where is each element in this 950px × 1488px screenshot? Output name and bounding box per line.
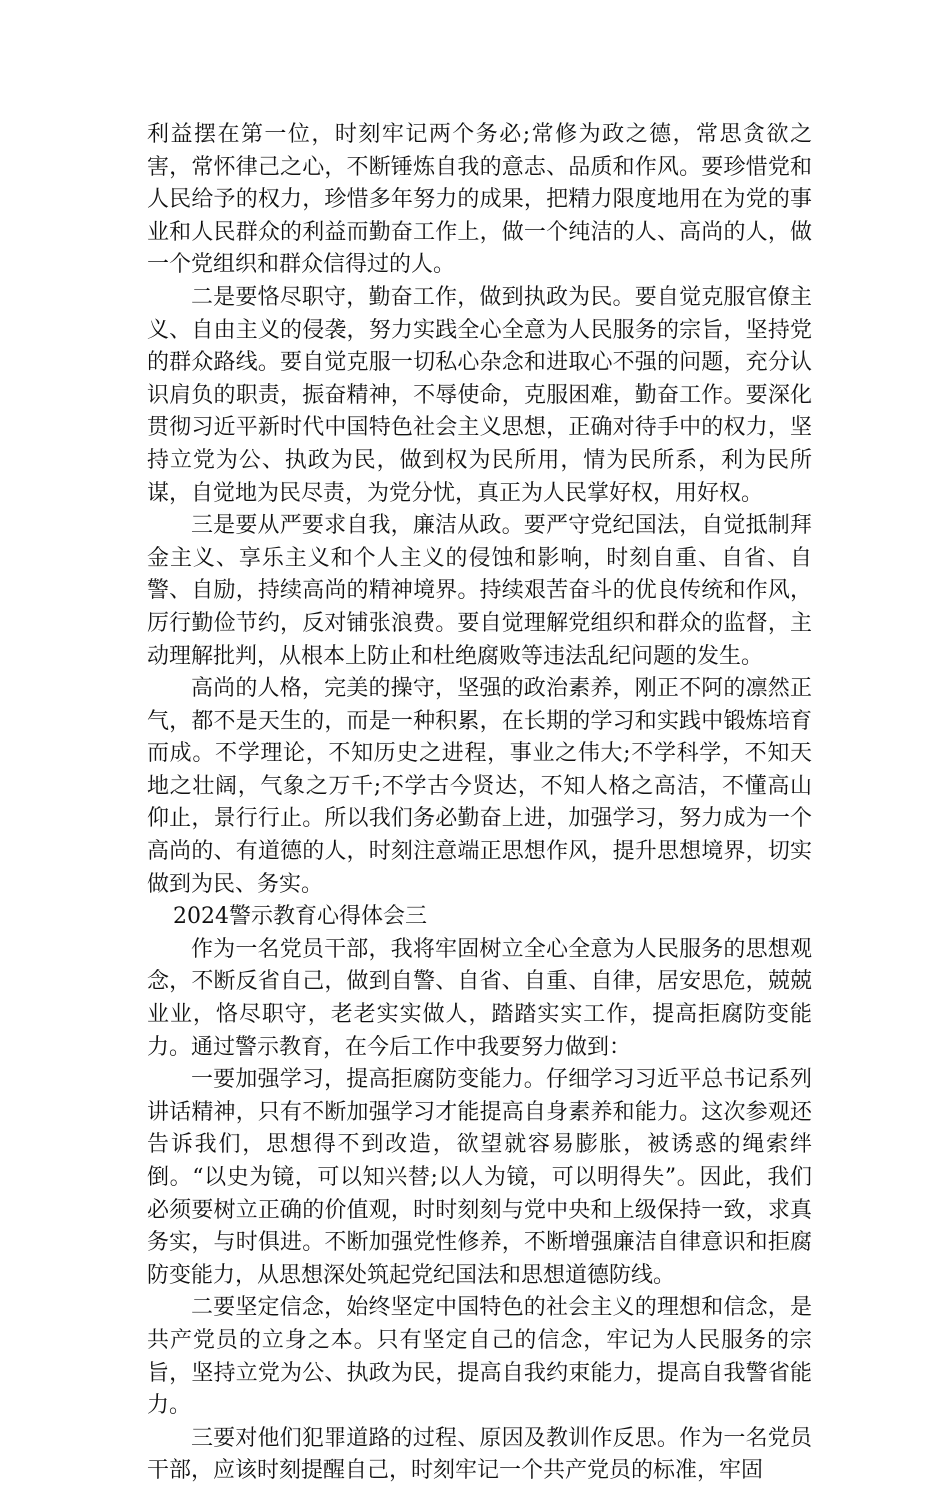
paragraph-strict-self-discipline: 三是要从严要求自我，廉洁从政。要严守党纪国法，自觉抵制拜金主义、享乐主义和个人主义的侵蚀和影响，时刻自重、自省、自警、自励，持续高尚的精神境界。持续艰苦奋斗的优良传统和作风，厉行勤俭节约，反对铺张浪费。要自觉理解党组织和群众的监督，主动理解批判，从根本上防止和杜绝腐败等违法乱纪问题的发生。 bbox=[147, 513, 812, 669]
paragraph-party-cadre: 作为一名党员干部，我将牢固树立全心全意为人民服务的思想观念，不断反省自己，做到自警、自省、自重、自律，居安思危，兢兢业业，恪尽职守，老老实实做人，踏踏实实工作，提高拒腐防变能力。通过警示教育，在今后工作中我要努力做到： bbox=[147, 936, 812, 1060]
paragraph-diligent-work: 二是要恪尽职守，勤奋工作，做到执政为民。要自觉克服官僚主义、自由主义的侵袭，努力实践全心全意为人民服务的宗旨，坚持党的群众路线。要自觉克服一切私心杂念和进取心不强的问题，充分认识肩负的职责，振奋精神，不辱使命，克服困难，勤奋工作。要深化贯彻习近平新时代中国特色社会主义思想，正确对待手中的权力，坚持立党为公、执政为民，做到权为民所用，情为民所系，利为民所谋，自觉地为民尽责，为党分忧，真正为人民掌好权，用好权。 bbox=[147, 284, 812, 506]
paragraph-noble-character: 高尚的人格，完美的操守，坚强的政治素养，刚正不阿的凛然正气，都不是天生的，而是一种积累，在长期的学习和实践中锻炼培育而成。不学理论，不知历史之进程，事业之伟大;不学科学，不知天地之壮阔，气象之万千;不学古今贤达，不知人格之高洁，不懂高山仰止，景行行止。所以我们务必勤奋上进，加强学习，努力成为一个高尚的、有道德的人，时刻注意端正思想作风，提升思想境界，切实做到为民、务实。 bbox=[147, 676, 812, 897]
paragraph-firm-belief: 二要坚定信念，始终坚定中国特色的社会主义的理想和信念，是共产党员的立身之本。只有坚定自己的信念，牢记为人民服务的宗旨，坚持立党为公、执政为民，提高自我约束能力，提高自我警省能力。 bbox=[147, 1295, 812, 1419]
paragraph-reflection: 三要对他们犯罪道路的过程、原因及教训作反思。作为一名党员干部，应该时刻提醒自己，时刻牢记一个共产党员的标准，牢固 bbox=[147, 1425, 812, 1484]
paragraph-continuation: 利益摆在第一位，时刻牢记两个务必;常修为政之德，常思贪欲之害，常怀律己之心，不断锤炼自我的意志、品质和作风。要珍惜党和人民给予的权力，珍惜多年努力的成果，把精力限度地用在为党的事业和人民群众的利益而勤奋工作上，做一个纯洁的人、高尚的人，做一个党组织和群众信得过的人。 bbox=[147, 122, 812, 278]
section-heading: 2024警示教育心得体会三 bbox=[173, 904, 427, 930]
paragraph-strengthen-learning: 一要加强学习，提高拒腐防变能力。仔细学习习近平总书记系列讲话精神，只有不断加强学习才能提高自身素养和能力。这次参观还告诉我们，思想得不到改造，欲望就容易膨胀，被诱惑的绳索绊倒。“以史为镜，可以知兴替;以人为镜，可以明得失”。因此，我们必须要树立正确的价值观，时时刻刻与党中央和上级保持一致，求真务实，与时俱进。不断加强党性修养，不断增强廉洁自律意识和拒腐防变能力，从思想深处筑起党纪国法和思想道德防线。 bbox=[147, 1067, 812, 1288]
document-body bbox=[147, 119, 812, 1488]
